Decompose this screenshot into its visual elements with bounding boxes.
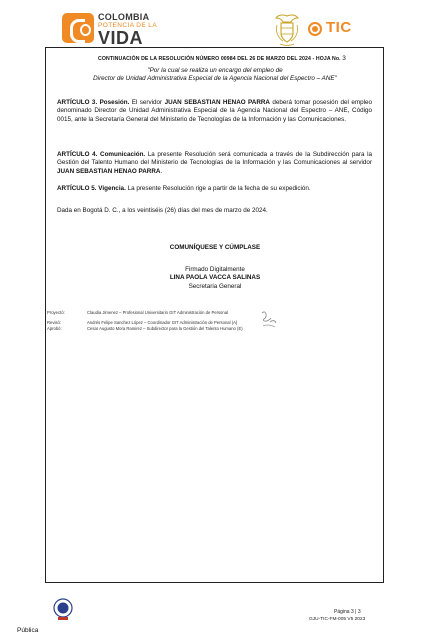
logo-line-1: COLOMBIA <box>98 12 150 22</box>
page-number: Página 3 | 3 <box>334 609 361 615</box>
article-5-heading: ARTÍCULO 5. Vigencia. <box>57 185 126 192</box>
article-3: ARTÍCULO 3. Posesión. El servidor JUAN SEBASTIAN HENAO PARRA deberá tomar posesión del empleo denominado Director de Unidad Administrativa Especial de la Agencia Nacional del Espectro – ANE, Código 0015, ante la Secretaría General del Ministerio de Tecnologías de la Información y las Comunicaciones. <box>57 99 372 123</box>
document-page: COLOMBIA POTENCIA DE LA VIDA TIC CONTINUACIÓN DE LA RESOLUCIÓN NÚMERO 00984 DEL 26 DE MARZO DEL 2024 - HOJA No. 3 "Por la cual se realiza un encargo del empleo de Director de Unidad Administrativa Especial de la Agencia Nacional del Espectro – ANE" ARTÍCULO 3. Posesión. El servidor JUAN SEBASTIAN HENAO PARRA deberá tomar posesión del empleo denominado Director de Unidad Administrativa Especial de la Agencia Nacional del Espectro – ANE, Código 0015, ante la Secretaría General del Ministerio de Tecnologías de la Información y las Comunicaciones. ARTÍCULO 4. Comunicación. La presente Resolución será comunicada a través de la Subdirección para la Gestión del Talento Humano del Ministerio de Tecnologías de la Información y las Comunicaciones al servidor JUAN SEBASTIAN HENAO PARRA. ARTÍCULO 5. Vigencia. La presente Resolución rige a partir de la fecha de su expedición. Dada en Bogotá D. C., a los veintiséis (26) días del mes de marzo de 2024. COMUNÍQUESE Y CÚMPLASE Firmado Digitalmente LINA PAOLA VACCA SALINAS Secretaria General Proyectó: Claudia Jimenez – Profesional Universitario GIT Administración de Personal Revisó: Andrés Felipe Sanchez López – Coordinador GIT Administración de Personal (A) Aprobó: Cesar Augusto Mora Ramirez – Subdirector para la Gestión del Talento Humano (E) Página 3 | 3 GJU-TIC-FM-005 V5 2023 Pública <box>0 0 430 640</box>
certification-seal-icon <box>50 597 76 621</box>
coat-of-arms-icon <box>272 13 302 47</box>
signer-name: LINA PAOLA VACCA SALINAS <box>169 274 261 281</box>
tagline-line-1: "Por la cual se realiza un encargo del empleo de <box>147 67 283 74</box>
digitally-signed-label: Firmado Digitalmente <box>185 266 245 273</box>
article-4-name: JUAN SEBASTIAN HENAO PARRA <box>57 167 161 175</box>
tic-logo <box>308 20 368 42</box>
logo-line-2: POTENCIA DE LA <box>98 22 158 29</box>
logo-line-3: VIDA <box>98 28 144 48</box>
dated-line: Dada en Bogotá D. C., a los veintiséis (26) días del mes de marzo de 2024. <box>57 207 268 214</box>
form-code: GJU-TIC-FM-005 V5 2023 <box>309 617 366 622</box>
classification-label: Pública <box>17 627 39 634</box>
initials-signature-icon <box>258 307 280 329</box>
content-frame <box>45 47 384 583</box>
article-4-heading: ARTÍCULO 4. Comunicación. <box>57 151 146 158</box>
colombia-potencia-logo <box>62 11 158 47</box>
resolution-tagline <box>70 67 360 83</box>
comuniquese-heading: COMUNÍQUESE Y CÚMPLASE <box>169 244 261 251</box>
article-3-name: JUAN SEBASTIAN HENAO PARRA <box>164 99 270 106</box>
article-3-heading: ARTÍCULO 3. Posesión. <box>57 99 130 106</box>
signer-role: Secretaria General <box>188 283 242 290</box>
tagline-line-2: Director de Unidad Administrativa Especial de la Agencia Nacional del Espectro – ANE" <box>93 75 337 82</box>
colombia-logo-mark-icon <box>62 13 94 43</box>
tic-logo-text: TIC <box>326 19 352 36</box>
continuation-text: CONTINUACIÓN DE LA RESOLUCIÓN NÚMERO 00984 DEL 26 DE MARZO DEL 2024 - HOJA No. <box>98 56 341 62</box>
continuation-header <box>72 55 372 62</box>
article-4: ARTÍCULO 4. Comunicación. La presente Resolución será comunicada a través de la Subdirección para la Gestión del Talento Humano del Ministerio de Tecnologías de la Información y las Comunicaciones al servidor JUAN SEBASTIAN HENAO PARRA. <box>57 151 372 175</box>
article-5: ARTÍCULO 5. Vigencia. La presente Resolución rige a partir de la fecha de su expedición. <box>57 185 311 192</box>
sheet-number: 3 <box>342 55 346 62</box>
